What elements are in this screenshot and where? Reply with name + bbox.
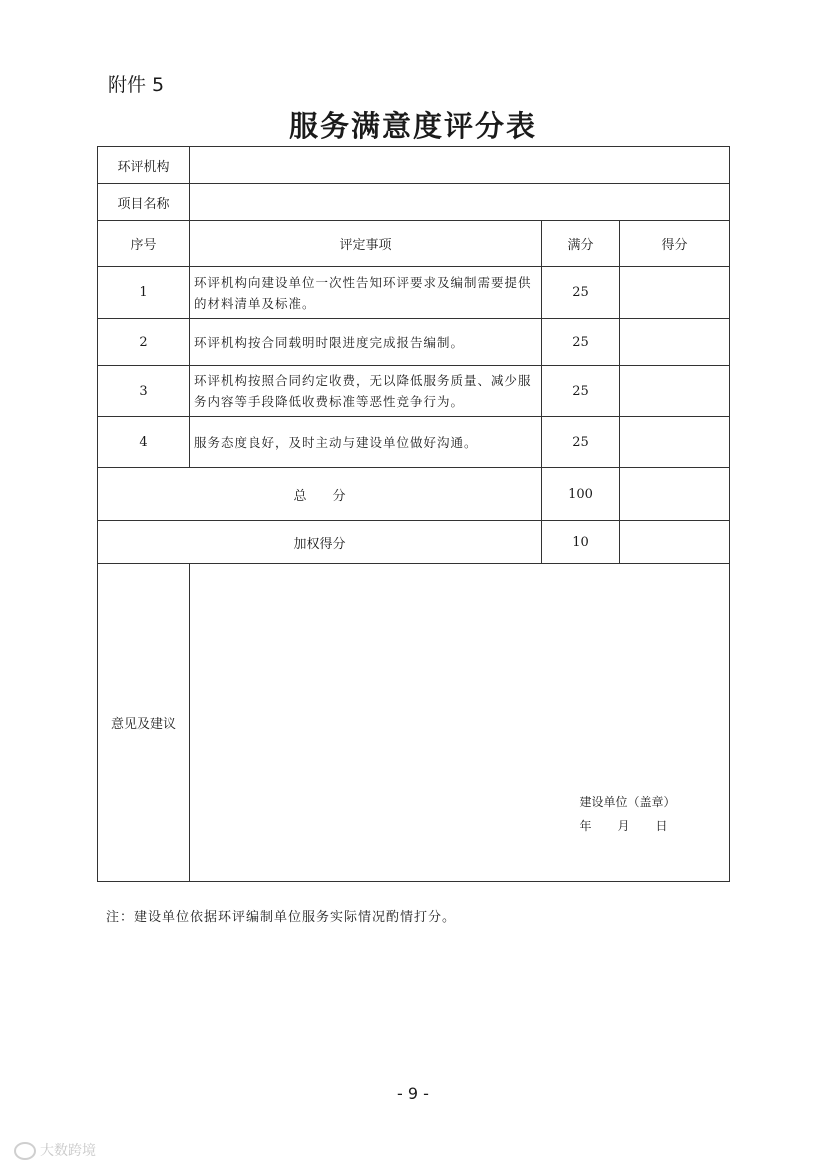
row-item: 环评机构按合同载明时限进度完成报告编制。 — [190, 319, 542, 366]
sign-date: 年月日 — [579, 818, 694, 833]
weighted-label: 加权得分 — [98, 521, 542, 564]
sign-unit: 建设单位（盖章） — [579, 794, 676, 809]
total-score-input[interactable] — [620, 468, 730, 521]
table-row — [98, 319, 730, 366]
suggestion-row — [98, 564, 730, 882]
attachment-label: 附件 5 — [108, 74, 165, 96]
row-score-input[interactable] — [620, 366, 730, 417]
row-no: 1 — [98, 267, 190, 319]
row-item: 环评机构按照合同约定收费，无以降低服务质量、减少服务内容等手段降低收费标准等恶性竞争行为。 — [190, 366, 542, 417]
suggestion-label: 意见及建议 — [98, 564, 190, 882]
header-score: 得分 — [620, 221, 730, 267]
header-row — [98, 221, 730, 267]
table-row — [98, 417, 730, 468]
row-score-input[interactable] — [620, 267, 730, 319]
project-label: 项目名称 — [98, 184, 190, 221]
total-row — [98, 468, 730, 521]
table-row — [98, 366, 730, 417]
project-input[interactable] — [190, 184, 730, 221]
header-no: 序号 — [98, 221, 190, 267]
weighted-score-input[interactable] — [620, 521, 730, 564]
watermark-logo-icon — [14, 1142, 36, 1160]
weighted-row — [98, 521, 730, 564]
header-full: 满分 — [542, 221, 620, 267]
row-full: 25 — [542, 319, 620, 366]
footnote: 注：建设单位依据环评编制单位服务实际情况酌情打分。 — [106, 910, 457, 925]
agency-label: 环评机构 — [98, 147, 190, 184]
row-no: 4 — [98, 417, 190, 468]
row-score-input[interactable] — [620, 319, 730, 366]
row-score-input[interactable] — [620, 417, 730, 468]
watermark-text: 大数跨境 — [40, 1143, 96, 1159]
header-item: 评定事项 — [190, 221, 542, 267]
row-full: 25 — [542, 366, 620, 417]
agency-row — [98, 147, 730, 184]
page-number: - 9 - — [397, 1084, 429, 1103]
project-row — [98, 184, 730, 221]
row-no: 2 — [98, 319, 190, 366]
weighted-full: 10 — [542, 521, 620, 564]
signature-block — [579, 790, 693, 838]
suggestion-input[interactable] — [190, 564, 730, 882]
total-label: 总 分 — [98, 468, 542, 521]
rating-table — [97, 146, 730, 882]
row-item: 环评机构向建设单位一次性告知环评要求及编制需要提供的材料清单及标准。 — [190, 267, 542, 319]
row-item: 服务态度良好，及时主动与建设单位做好沟通。 — [190, 417, 542, 468]
table-row — [98, 267, 730, 319]
total-full: 100 — [542, 468, 620, 521]
agency-input[interactable] — [190, 147, 730, 184]
row-full: 25 — [542, 417, 620, 468]
watermark — [14, 1140, 96, 1160]
row-no: 3 — [98, 366, 190, 417]
form-title: 服务满意度评分表 — [288, 109, 537, 143]
row-full: 25 — [542, 267, 620, 319]
